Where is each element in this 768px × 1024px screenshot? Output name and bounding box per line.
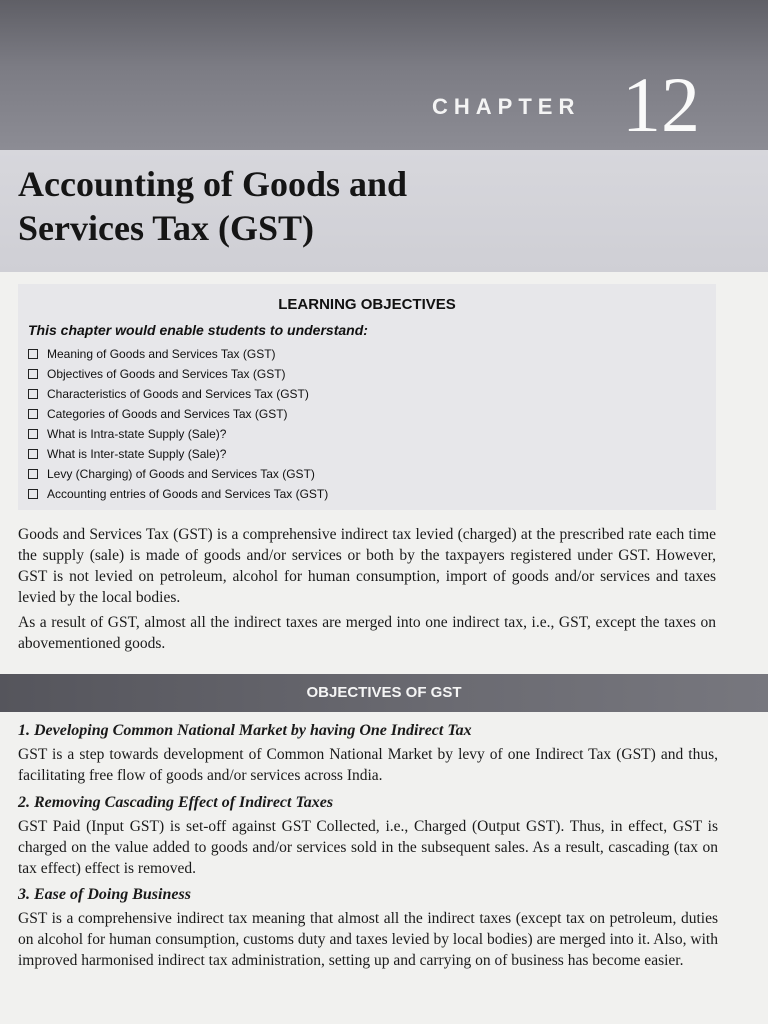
- list-item: [28, 344, 328, 364]
- objectives-heading-band: [0, 674, 768, 712]
- list-item-text: Meaning of Goods and Services Tax (GST): [47, 347, 276, 361]
- list-item-text: Characteristics of Goods and Services Tax (GST): [47, 387, 309, 401]
- chapter-label: CHAPTER: [432, 94, 581, 119]
- checkbox-icon: [28, 469, 38, 479]
- list-item: [28, 444, 328, 464]
- learning-objectives-heading: LEARNING OBJECTIVES: [278, 296, 456, 313]
- objective-title-1: 1. Developing Common National Market by having One Indirect Tax: [18, 722, 472, 739]
- list-item-text: Categories of Goods and Services Tax (GST): [47, 407, 288, 421]
- list-item-text: Objectives of Goods and Services Tax (GST): [47, 367, 286, 381]
- objective-text-2: GST Paid (Input GST) is set-off against GST Collected, i.e., Charged (Output GST). Thus, in effect, GST is charged on the value added to goods and/or services sold in the subsequent sales. As a result, cascading (tax on tax effect) effect is removed.: [18, 818, 718, 877]
- list-item: [28, 484, 328, 504]
- chapter-title: [18, 162, 638, 250]
- chapter-number: 12: [622, 61, 700, 148]
- list-item: [28, 464, 328, 484]
- objective-text-3: GST is a comprehensive indirect tax meaning that almost all the indirect taxes (except tax on petroleum, duties on alcohol for human consumption, customs duty and taxes levied by local bodies) are merged into it. Also, with improved harmonised indirect tax administration, setting up and carrying on of business has become easier.: [18, 910, 718, 969]
- chapter-title-line-1: Accounting of Goods and: [18, 164, 408, 204]
- objective-text-1: GST is a step towards development of Common National Market by levy of one Indirect Tax (GST) and thus, facilitating free flow of goods and/or services across India.: [18, 746, 718, 784]
- learning-objectives-list: [28, 344, 328, 504]
- chapter-title-line-2: Services Tax (GST): [18, 208, 315, 248]
- learning-objectives-intro: This chapter would enable students to understand:: [28, 322, 368, 338]
- intro-paragraph-1: Goods and Services Tax (GST) is a comprehensive indirect tax levied (charged) at the prescribed rate each time the supply (sale) is made of goods and/or services or both by the taxpayers registered under GST. However, GST is not levied on petroleum, alcohol for human consumption, import of goods and/or services and taxes levied by the local bodies.: [18, 526, 716, 606]
- list-item-text: What is Inter-state Supply (Sale)?: [47, 447, 227, 461]
- objective-title-2: 2. Removing Cascading Effect of Indirect Taxes: [18, 794, 334, 811]
- checkbox-icon: [28, 349, 38, 359]
- list-item: [28, 384, 328, 404]
- checkbox-icon: [28, 389, 38, 399]
- list-item: [28, 364, 328, 384]
- list-item-text: Levy (Charging) of Goods and Services Tax (GST): [47, 467, 315, 481]
- chapter-header-band: [0, 0, 768, 150]
- checkbox-icon: [28, 409, 38, 419]
- learning-objectives-box: [18, 284, 716, 510]
- objectives-heading: OBJECTIVES OF GST: [306, 684, 462, 701]
- checkbox-icon: [28, 429, 38, 439]
- list-item-text: Accounting entries of Goods and Services Tax (GST): [47, 487, 329, 501]
- list-item: [28, 424, 328, 444]
- list-item-text: What is Intra-state Supply (Sale)?: [47, 427, 227, 441]
- checkbox-icon: [28, 369, 38, 379]
- checkbox-icon: [28, 449, 38, 459]
- checkbox-icon: [28, 489, 38, 499]
- objective-title-3: 3. Ease of Doing Business: [18, 886, 191, 903]
- intro-paragraph-2: As a result of GST, almost all the indirect taxes are merged into one indirect tax, i.e., GST, except the taxes on abovementioned goods.: [18, 614, 716, 652]
- list-item: [28, 404, 328, 424]
